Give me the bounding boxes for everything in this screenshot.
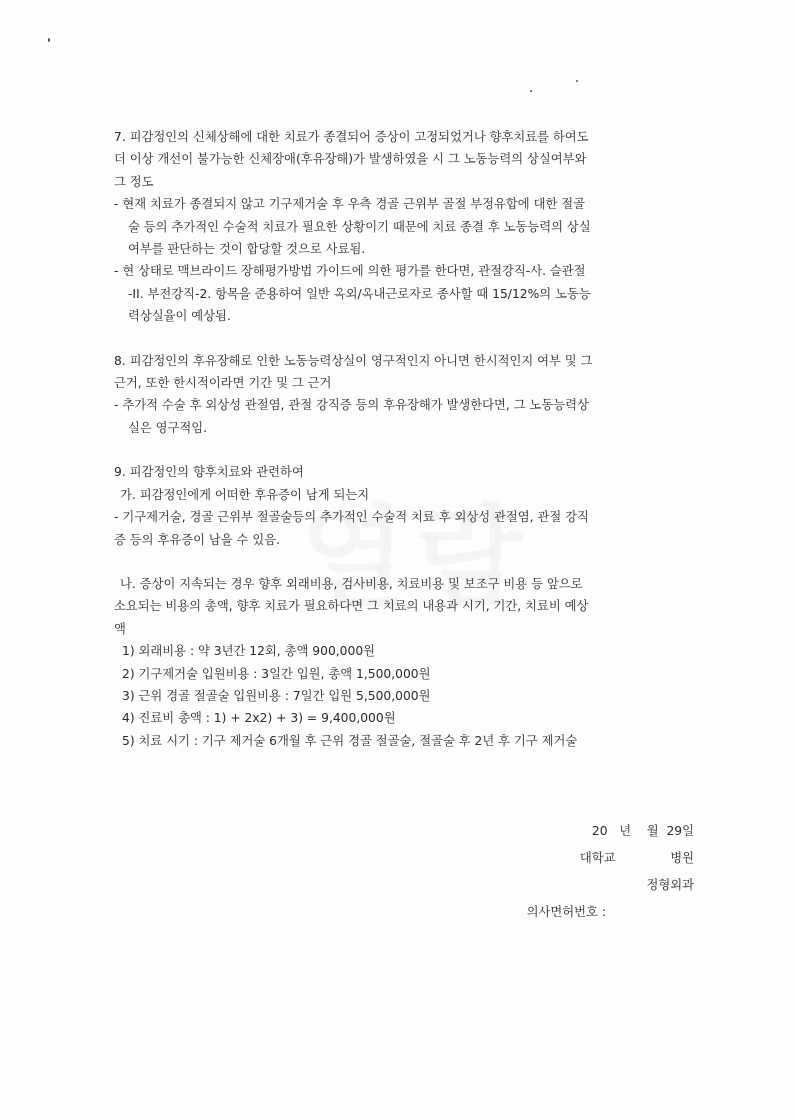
item-9-sub-a-heading: 가. 피감정인에게 어떠한 후유증이 남게 되는지: [120, 487, 370, 502]
signature-date: 20 년 월 29일: [591, 824, 694, 838]
scan-speck: [576, 80, 578, 82]
item-8-bullet-line: - 추가적 수술 후 외상성 관절염, 관절 강직증 등의 후유장해가 발생한다면, 그 노동능력상: [114, 398, 589, 413]
signature-block: [527, 818, 694, 926]
item-7-section: [114, 126, 694, 328]
cost-item: 2) 기구제거술 입원비용 : 3일간 입원, 총액 1,500,000원: [122, 666, 431, 681]
signature-hospital: 대학교 병원: [579, 851, 694, 865]
signature-department: 정형외과: [646, 878, 694, 892]
item-9-sub-a-line: 증 등의 후유증이 남을 수 있음.: [114, 532, 280, 547]
cost-item: 4) 진료비 총액 : 1) + 2x2) + 3) = 9,400,000원: [122, 711, 396, 726]
cost-item: 3) 근위 경골 절골술 입원비용 : 7일간 입원 5,500,000원: [122, 688, 431, 703]
item-9-section: [114, 461, 694, 752]
item-9-sub-b-line: 나. 증상이 지속되는 경우 향후 외래비용, 검사비용, 치료비용 및 보조구 비용 등 앞으로: [120, 576, 583, 591]
document-body: [114, 126, 694, 752]
item-7-bullet-line: 술 등의 추가적인 수술적 치료가 필요한 상황이기 때문에 치료 종결 후 노동능력의 상실: [128, 219, 591, 234]
scan-speck: [48, 38, 50, 42]
item-7-bullet-line: - 현 상태로 맥브라이드 장해평가방법 가이드에 의한 평가를 한다면, 관절강직-사. 슬관절: [114, 264, 586, 279]
item-8-heading-line: 8. 피감정인의 후유장해로 인한 노동능력상실이 영구적인지 아니면 한시적인지 여부 및 그: [114, 353, 593, 368]
cost-item: 1) 외래비용 : 약 3년간 12회, 총액 900,000원: [122, 644, 376, 659]
item-8-heading-line: 근거, 또한 한시적이라면 기간 및 그 근거: [114, 376, 332, 391]
item-8-bullet-line: 실은 영구적임.: [128, 420, 208, 435]
item-9-sub-b-line: 소요되는 비용의 총액, 향후 치료가 필요하다면 그 치료의 내용과 시기, 기간, 치료비 예상: [114, 599, 589, 614]
item-9-heading: 9. 피감정인의 향후치료와 관련하여: [114, 465, 304, 480]
item-7-heading-line: 7. 피감정인의 신체상해에 대한 치료가 종결되어 증상이 고정되었거나 향후치료를 하여도: [114, 130, 589, 144]
item-9-sub-b-line: 액: [114, 621, 126, 636]
item-7-bullet-line: - 현재 치료가 종결되지 않고 기구제거술 후 우측 경골 근위부 골절 부정유합에 대한 절골: [114, 197, 586, 212]
item-7-bullet-line: 여부를 판단하는 것이 합당할 것으로 사료됨.: [128, 242, 366, 257]
item-7-bullet-line: -II. 부전강직-2. 항목을 준용하여 일반 옥외/옥내근로자로 종사할 때 15/12%의 노동능: [128, 286, 591, 301]
cost-item: 5) 치료 시기 : 기구 제거술 6개월 후 근위 경골 절골술, 절골술 후 2년 후 기구 제거술: [122, 733, 578, 748]
item-9-sub-a-line: - 기구제거술, 경골 근위부 절골술등의 추가적인 수술적 치료 후 외상성 관절염, 관절 강직: [114, 510, 589, 525]
item-7-heading-line: 더 이상 개선이 불가능한 신체장애(후유장해)가 발생하였을 시 그 노동능력의 상실여부와: [114, 152, 587, 167]
signature-license: 의사면허번호 :: [526, 905, 606, 919]
item-8-section: [114, 350, 694, 440]
scan-speck: [530, 90, 532, 92]
item-7-bullet-line: 력상실율이 예상됨.: [128, 309, 231, 324]
item-7-heading-line: 그 정도: [114, 174, 154, 189]
